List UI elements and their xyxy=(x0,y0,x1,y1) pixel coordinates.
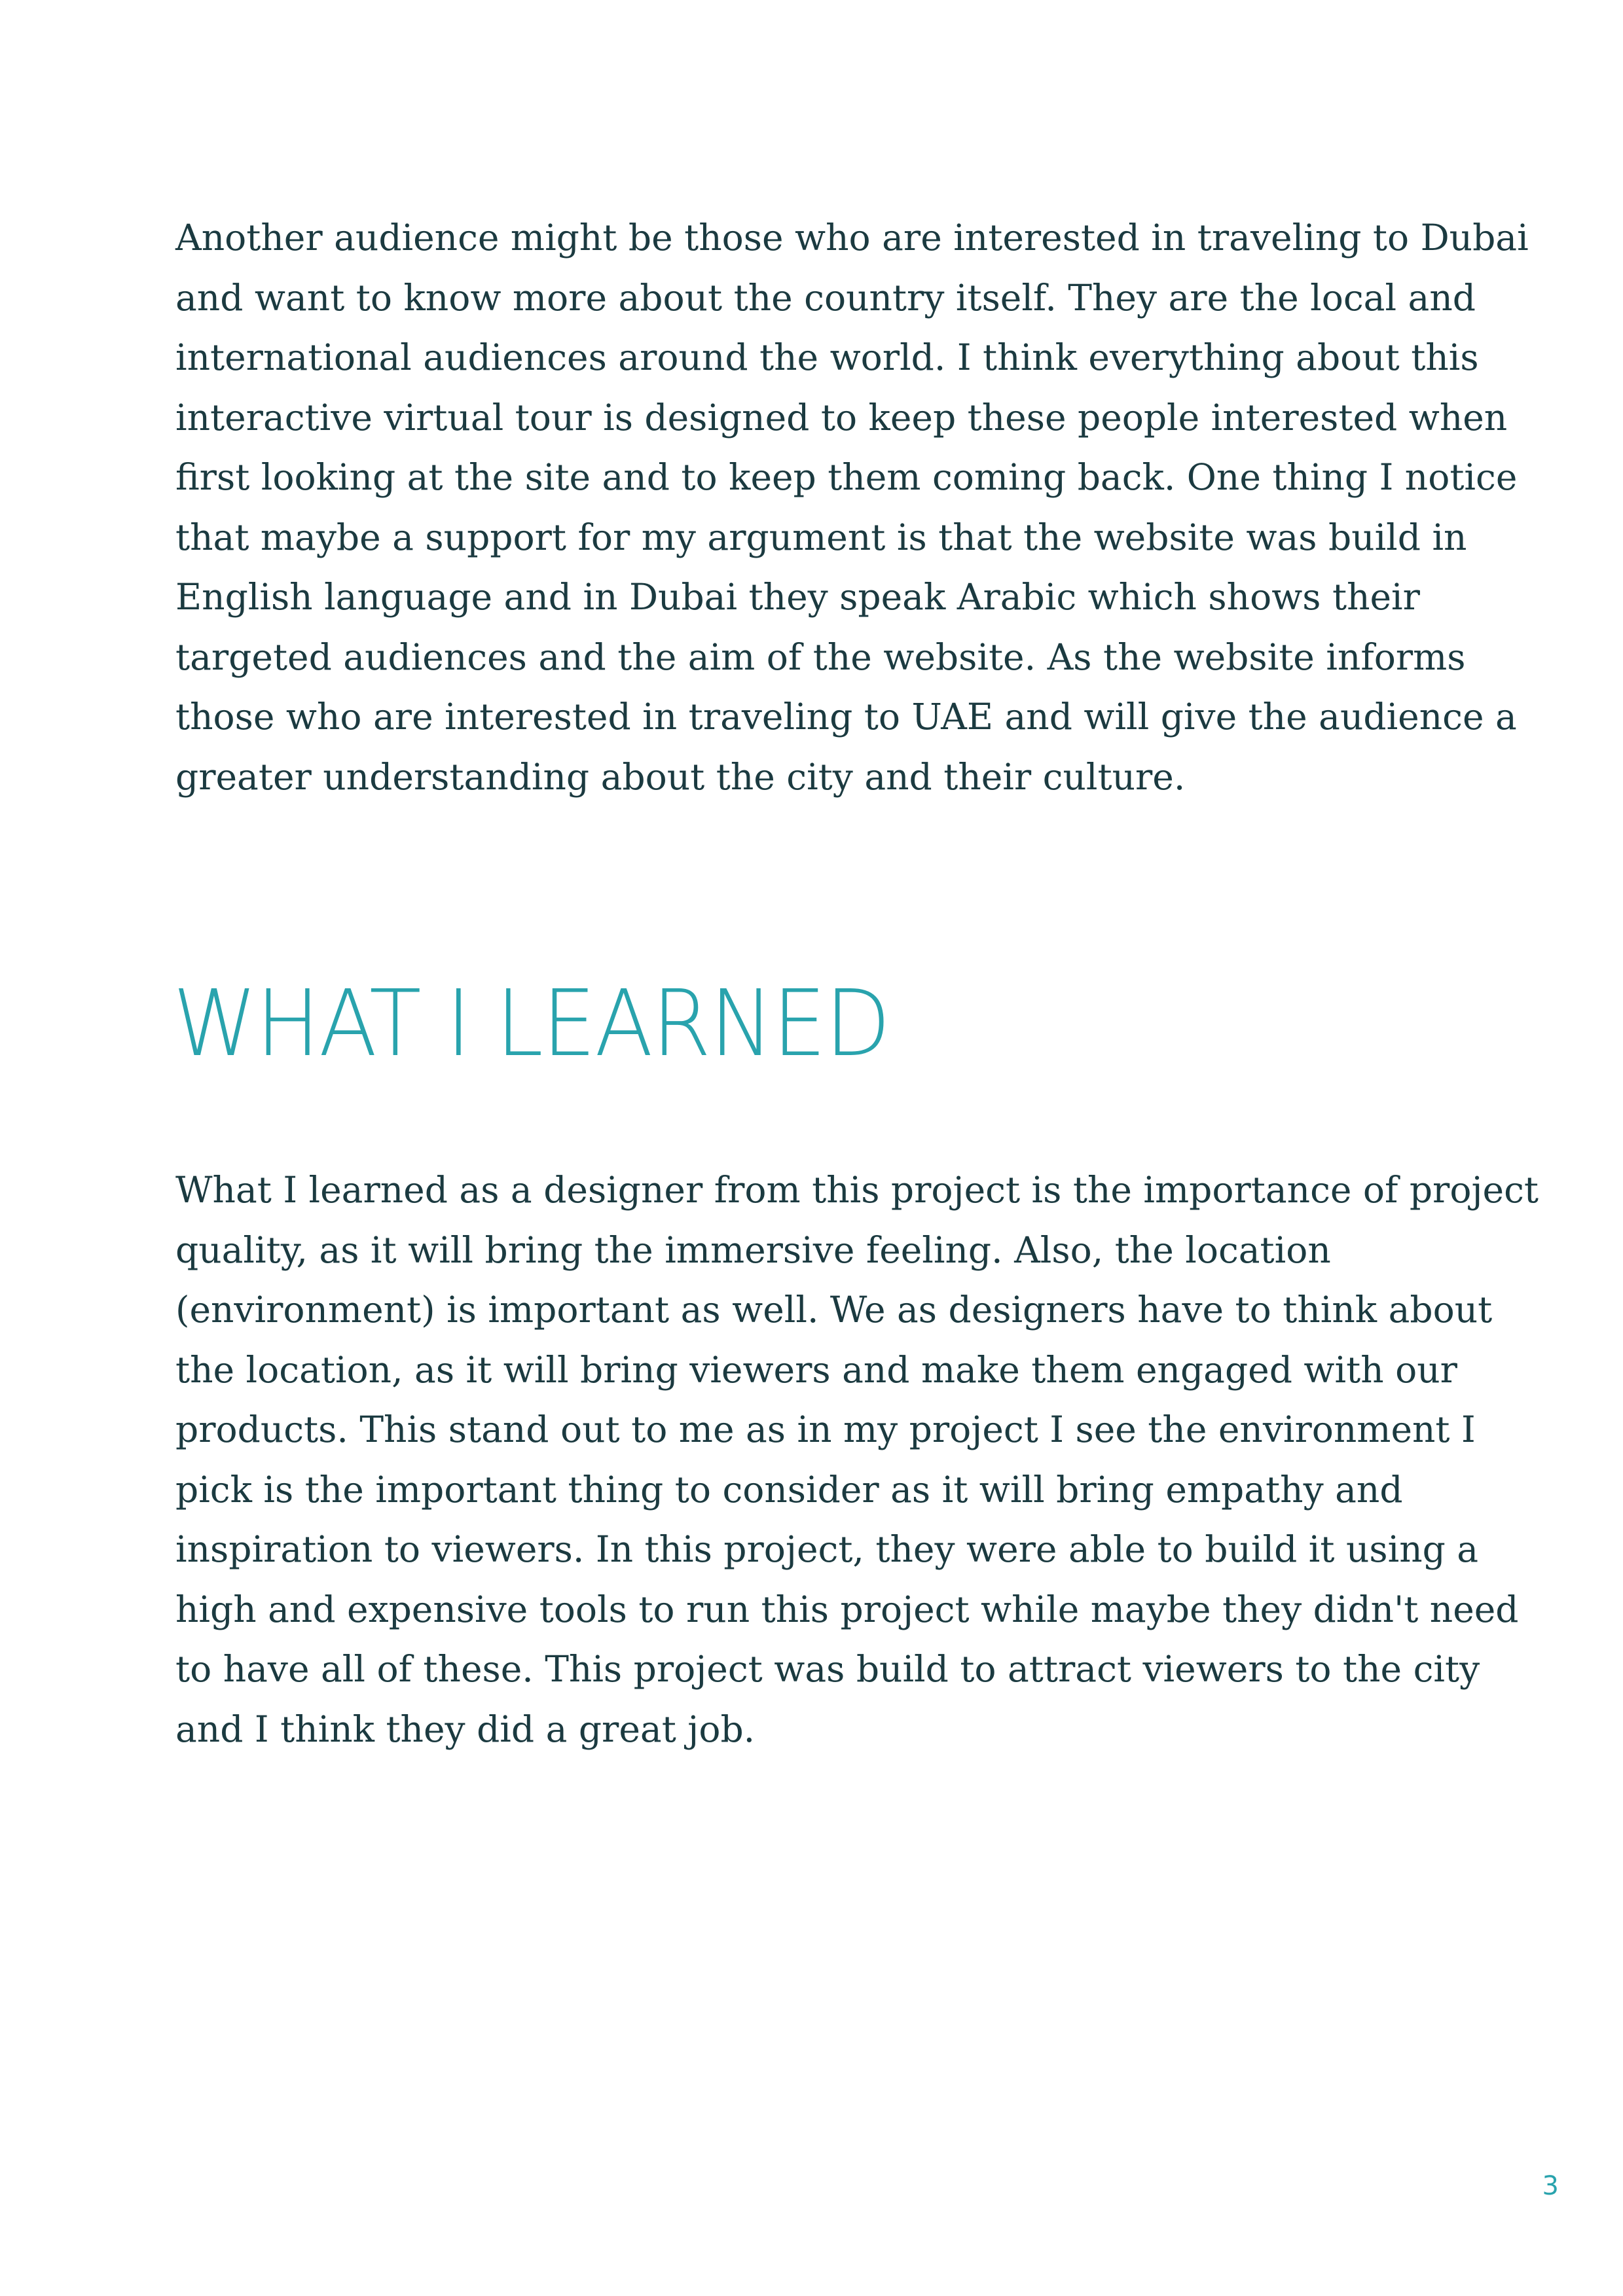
paragraph-line: pick is the important thing to consider as it will bring empathy and xyxy=(175,1468,1403,1511)
paragraph-line: that maybe a support for my argument is that the website was build in xyxy=(175,516,1467,558)
paragraph-line: those who are interested in traveling to UAE and will give the audience a xyxy=(175,696,1517,738)
paragraph-line: first looking at the site and to keep them coming back. One thing I notice xyxy=(175,456,1518,498)
paragraph-line: quality, as it will bring the immersive feeling. Also, the location xyxy=(175,1229,1331,1271)
learned-paragraph xyxy=(175,1160,1539,1759)
paragraph-line: to have all of these. This project was build to attract viewers to the city xyxy=(175,1648,1480,1690)
paragraph-line: inspiration to viewers. In this project, they were able to build it using a xyxy=(175,1528,1479,1570)
section-heading: WHAT I LEARNED xyxy=(173,971,890,1077)
paragraph-line: and want to know more about the country itself. They are the local and xyxy=(175,276,1476,319)
paragraph-line: interactive virtual tour is designed to keep these people interested when xyxy=(175,396,1508,439)
paragraph-line: What I learned as a designer from this project is the importance of project xyxy=(175,1169,1539,1211)
paragraph-line: products. This stand out to me as in my project I see the environment I xyxy=(175,1408,1476,1450)
paragraph-line: targeted audiences and the aim of the website. As the website informs xyxy=(175,636,1466,678)
page-number: 3 xyxy=(1542,2171,1559,2201)
paragraph-line: high and expensive tools to run this project while maybe they didn't need xyxy=(175,1588,1519,1630)
paragraph-line: greater understanding about the city and their culture. xyxy=(175,755,1186,798)
intro-paragraph xyxy=(175,208,1529,807)
paragraph-line: and I think they did a great job. xyxy=(175,1708,756,1750)
paragraph-line: Another audience might be those who are interested in traveling to Dubai xyxy=(175,217,1529,259)
paragraph-line: (environment) is important as well. We as designers have to think about xyxy=(175,1289,1493,1331)
paragraph-line: the location, as it will bring viewers and make them engaged with our xyxy=(175,1348,1457,1391)
paragraph-line: English language and in Dubai they speak Arabic which shows their xyxy=(175,576,1420,618)
paragraph-line: international audiences around the world. I think everything about this xyxy=(175,336,1479,378)
